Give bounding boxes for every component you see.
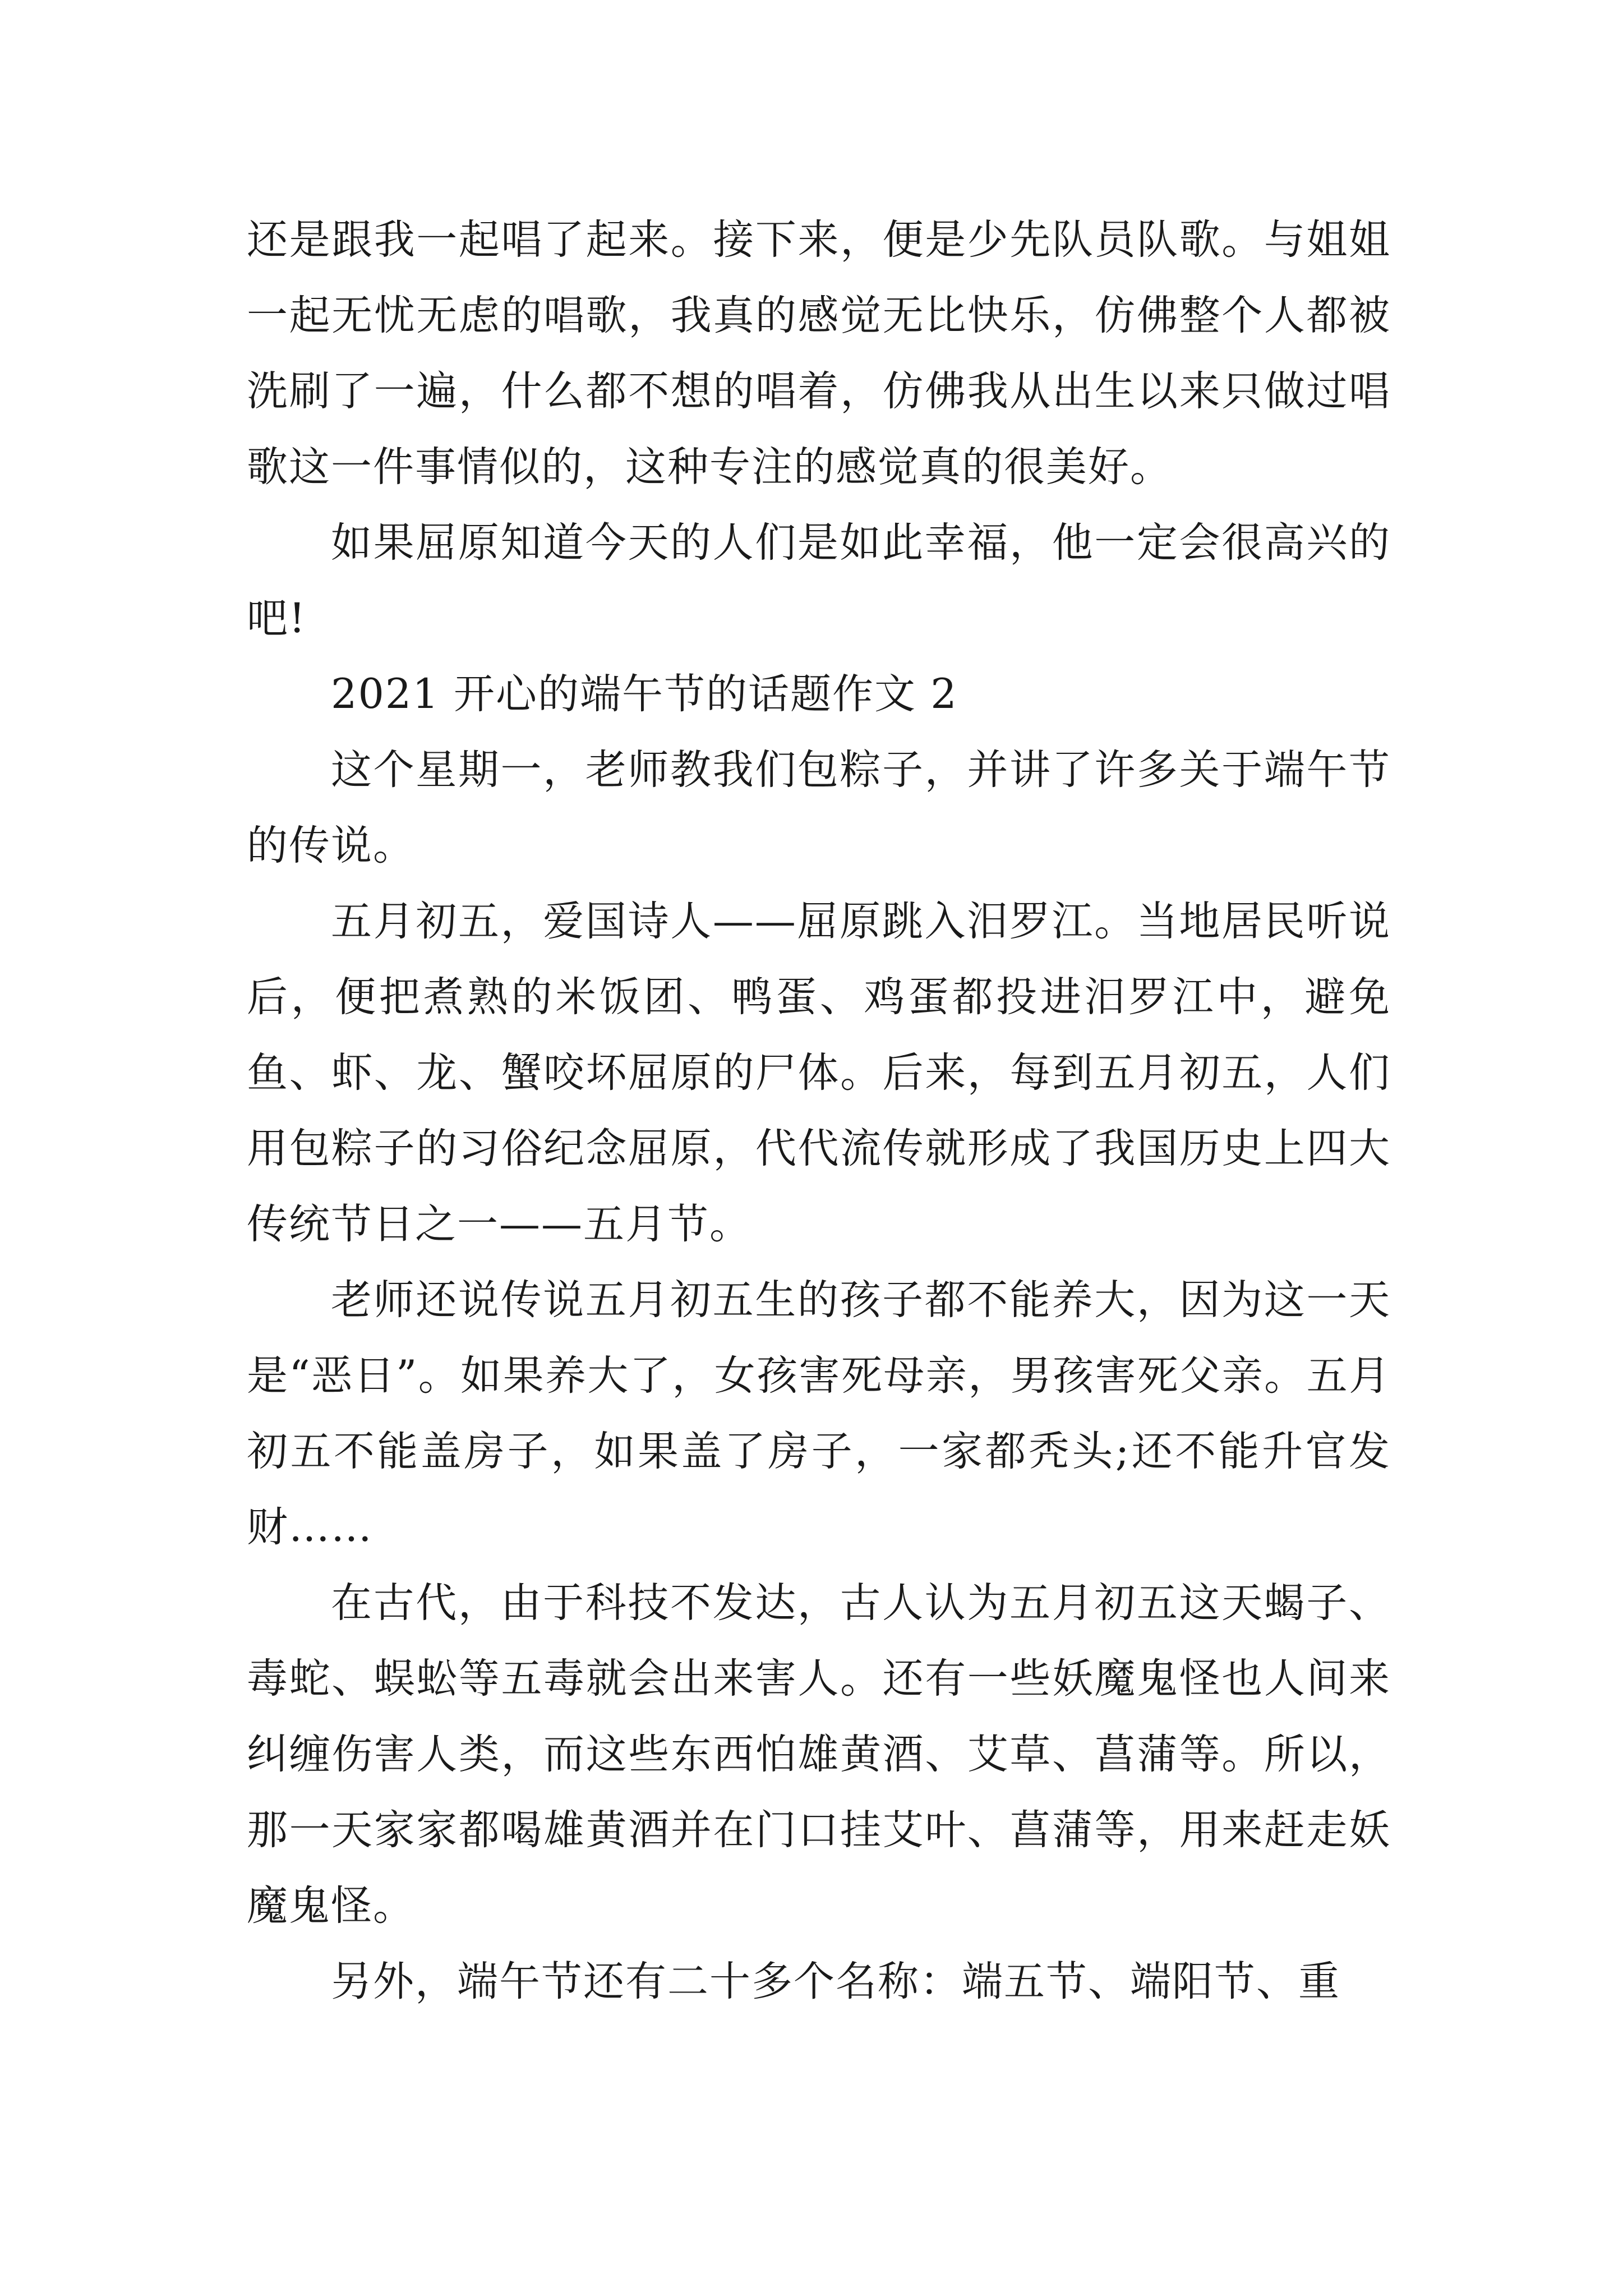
paragraph-3: 这个星期一，老师教我们包粽子，并讲了许多关于端午节的传说。 — [247, 746, 1391, 869]
paragraph-6: 在古代，由于科技不发达，古人认为五月初五这天蝎子、毒蛇、蜈蚣等五毒就会出来害人。还有一些妖魔鬼怪也人间来纠缠伤害人类，而这些东西怕雄黄酒、艾草、菖蒲等。所以，那一天家家都喝雄黄酒并在门口挂艾叶、菖蒲等，用来赶走妖魔鬼怪。 — [247, 1579, 1391, 1930]
paragraph-7: 另外，端午节还有二十多个名称：端五节、端阳节、重 — [331, 1958, 1340, 2005]
paragraph-4: 五月初五，爱国诗人——屈原跳入汨罗江。当地居民听说后，便把煮熟的米饭团、鸭蛋、鸡蛋都投进汨罗江中，避免鱼、虾、龙、蟹咬坏屈原的尸体。后来，每到五月初五，人们用包粽子的习俗纪念屈原，代代流传就形成了我国历史上四大传统节日之一——五月节。 — [247, 898, 1391, 1248]
section-heading: 2021 开心的端午节的话题作文 2 — [331, 670, 958, 718]
paragraph-5: 老师还说传说五月初五生的孩子都不能养大，因为这一天是“恶日”。如果养大了，女孩害死母亲，男孩害死父亲。五月初五不能盖房子，如果盖了房子，一家都秃头;还不能升官发财…… — [247, 1276, 1391, 1551]
paragraph-1: 还是跟我一起唱了起来。接下来，便是少先队员队歌。与姐姐一起无忧无虑的唱歌，我真的感觉无比快乐，仿佛整个人都被洗刷了一遍，什么都不想的唱着，仿佛我从出生以来只做过唱歌这一件事情似的，这种专注的感觉真的很美好。 — [247, 216, 1391, 491]
paragraph-2: 如果屈原知道今天的人们是如此幸福，他一定会很高兴的吧! — [247, 519, 1391, 642]
article-body — [247, 202, 1391, 2019]
